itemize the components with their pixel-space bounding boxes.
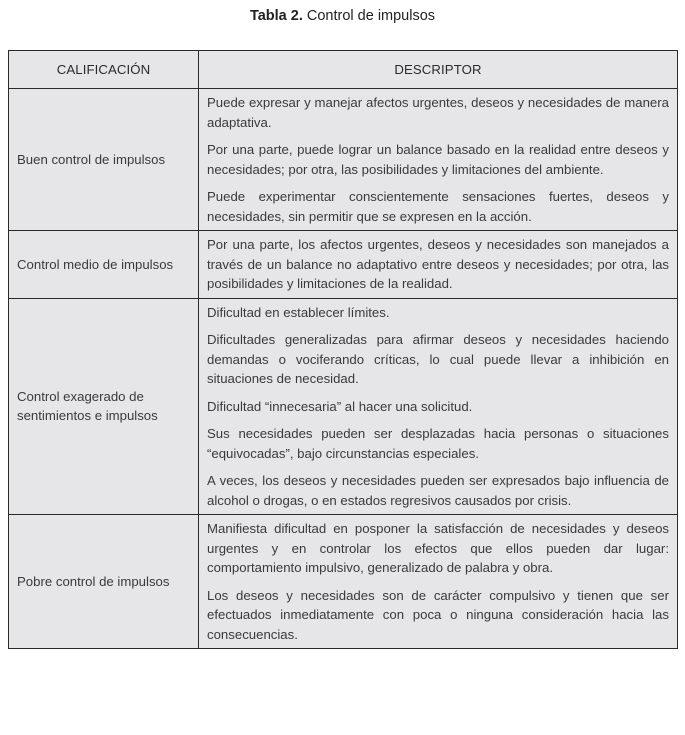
- table-row: [9, 515, 678, 649]
- descriptor-cell: [199, 515, 678, 649]
- header-calificacion: CALIFICACIÓN: [9, 51, 199, 89]
- descriptor-paragraph: Dificultad en establecer límites.: [207, 304, 390, 320]
- table-row: [9, 89, 678, 231]
- header-descriptor: DESCRIPTOR: [199, 51, 678, 89]
- table-row: [9, 231, 678, 299]
- calificacion-cell: Buen control de impulsos: [9, 89, 199, 231]
- descriptor-paragraph: A veces, los deseos y necesidades pueden ser expresados bajo influencia de alcohol o drogas, o en estados regresivos causados por crisis.: [207, 473, 669, 508]
- descriptor-cell: [199, 231, 678, 299]
- table-row: [9, 298, 678, 515]
- table-caption-text: Control de impulsos: [306, 8, 436, 24]
- descriptor-paragraph: Puede experimentar conscientemente sensaciones fuertes, deseos y necesidades, sin permitir que se expresen en la acción.: [207, 189, 669, 224]
- table-header-row: [9, 51, 678, 89]
- calificacion-cell: Pobre control de impulsos: [9, 515, 199, 649]
- descriptor-cell: [199, 89, 678, 231]
- descriptor-paragraph: Manifiesta dificultad en posponer la satisfacción de necesidades y deseos urgentes y en controlar los efectos que ellos pueden dar lugar: comportamiento impulsivo, generalizado de palabra y obra.: [207, 521, 669, 575]
- table-caption-label: Tabla 2.: [249, 8, 303, 24]
- table-caption: [0, 8, 685, 24]
- descriptor-paragraph: Sus necesidades pueden ser desplazadas hacia personas o situaciones “equivocadas”, bajo circunstancias especiales.: [207, 426, 669, 461]
- descriptor-paragraph: Por una parte, los afectos urgentes, deseos y necesidades son manejados a través de un balance no adaptativo entre deseos y necesidades; por otra, las posibilidades y limitaciones de la realidad.: [207, 237, 669, 291]
- descriptor-paragraph: Dificultades generalizadas para afirmar deseos y necesidades haciendo demandas o vociferando críticas, lo cual puede llevar a inhibición en situaciones de necesidad.: [207, 332, 669, 386]
- descriptor-cell: [199, 298, 678, 515]
- descriptor-paragraph: Los deseos y necesidades son de carácter compulsivo y tienen que ser efectuados inmediatamente con poca o ninguna consideración hacia las consecuencias.: [207, 587, 669, 642]
- calificacion-cell: Control medio de impulsos: [9, 231, 199, 299]
- calificacion-cell: Control exagerado de sentimientos e impulsos: [9, 298, 199, 515]
- descriptor-paragraph: Puede expresar y manejar afectos urgentes, deseos y necesidades de manera adaptativa.: [207, 95, 669, 130]
- impulse-control-table: [8, 50, 678, 649]
- descriptor-paragraph: Por una parte, puede lograr un balance basado en la realidad entre deseos y necesidades; por otra, las posibilidades y limitaciones del ambiente.: [207, 142, 669, 177]
- descriptor-paragraph: Dificultad “innecesaria” al hacer una solicitud.: [207, 398, 473, 414]
